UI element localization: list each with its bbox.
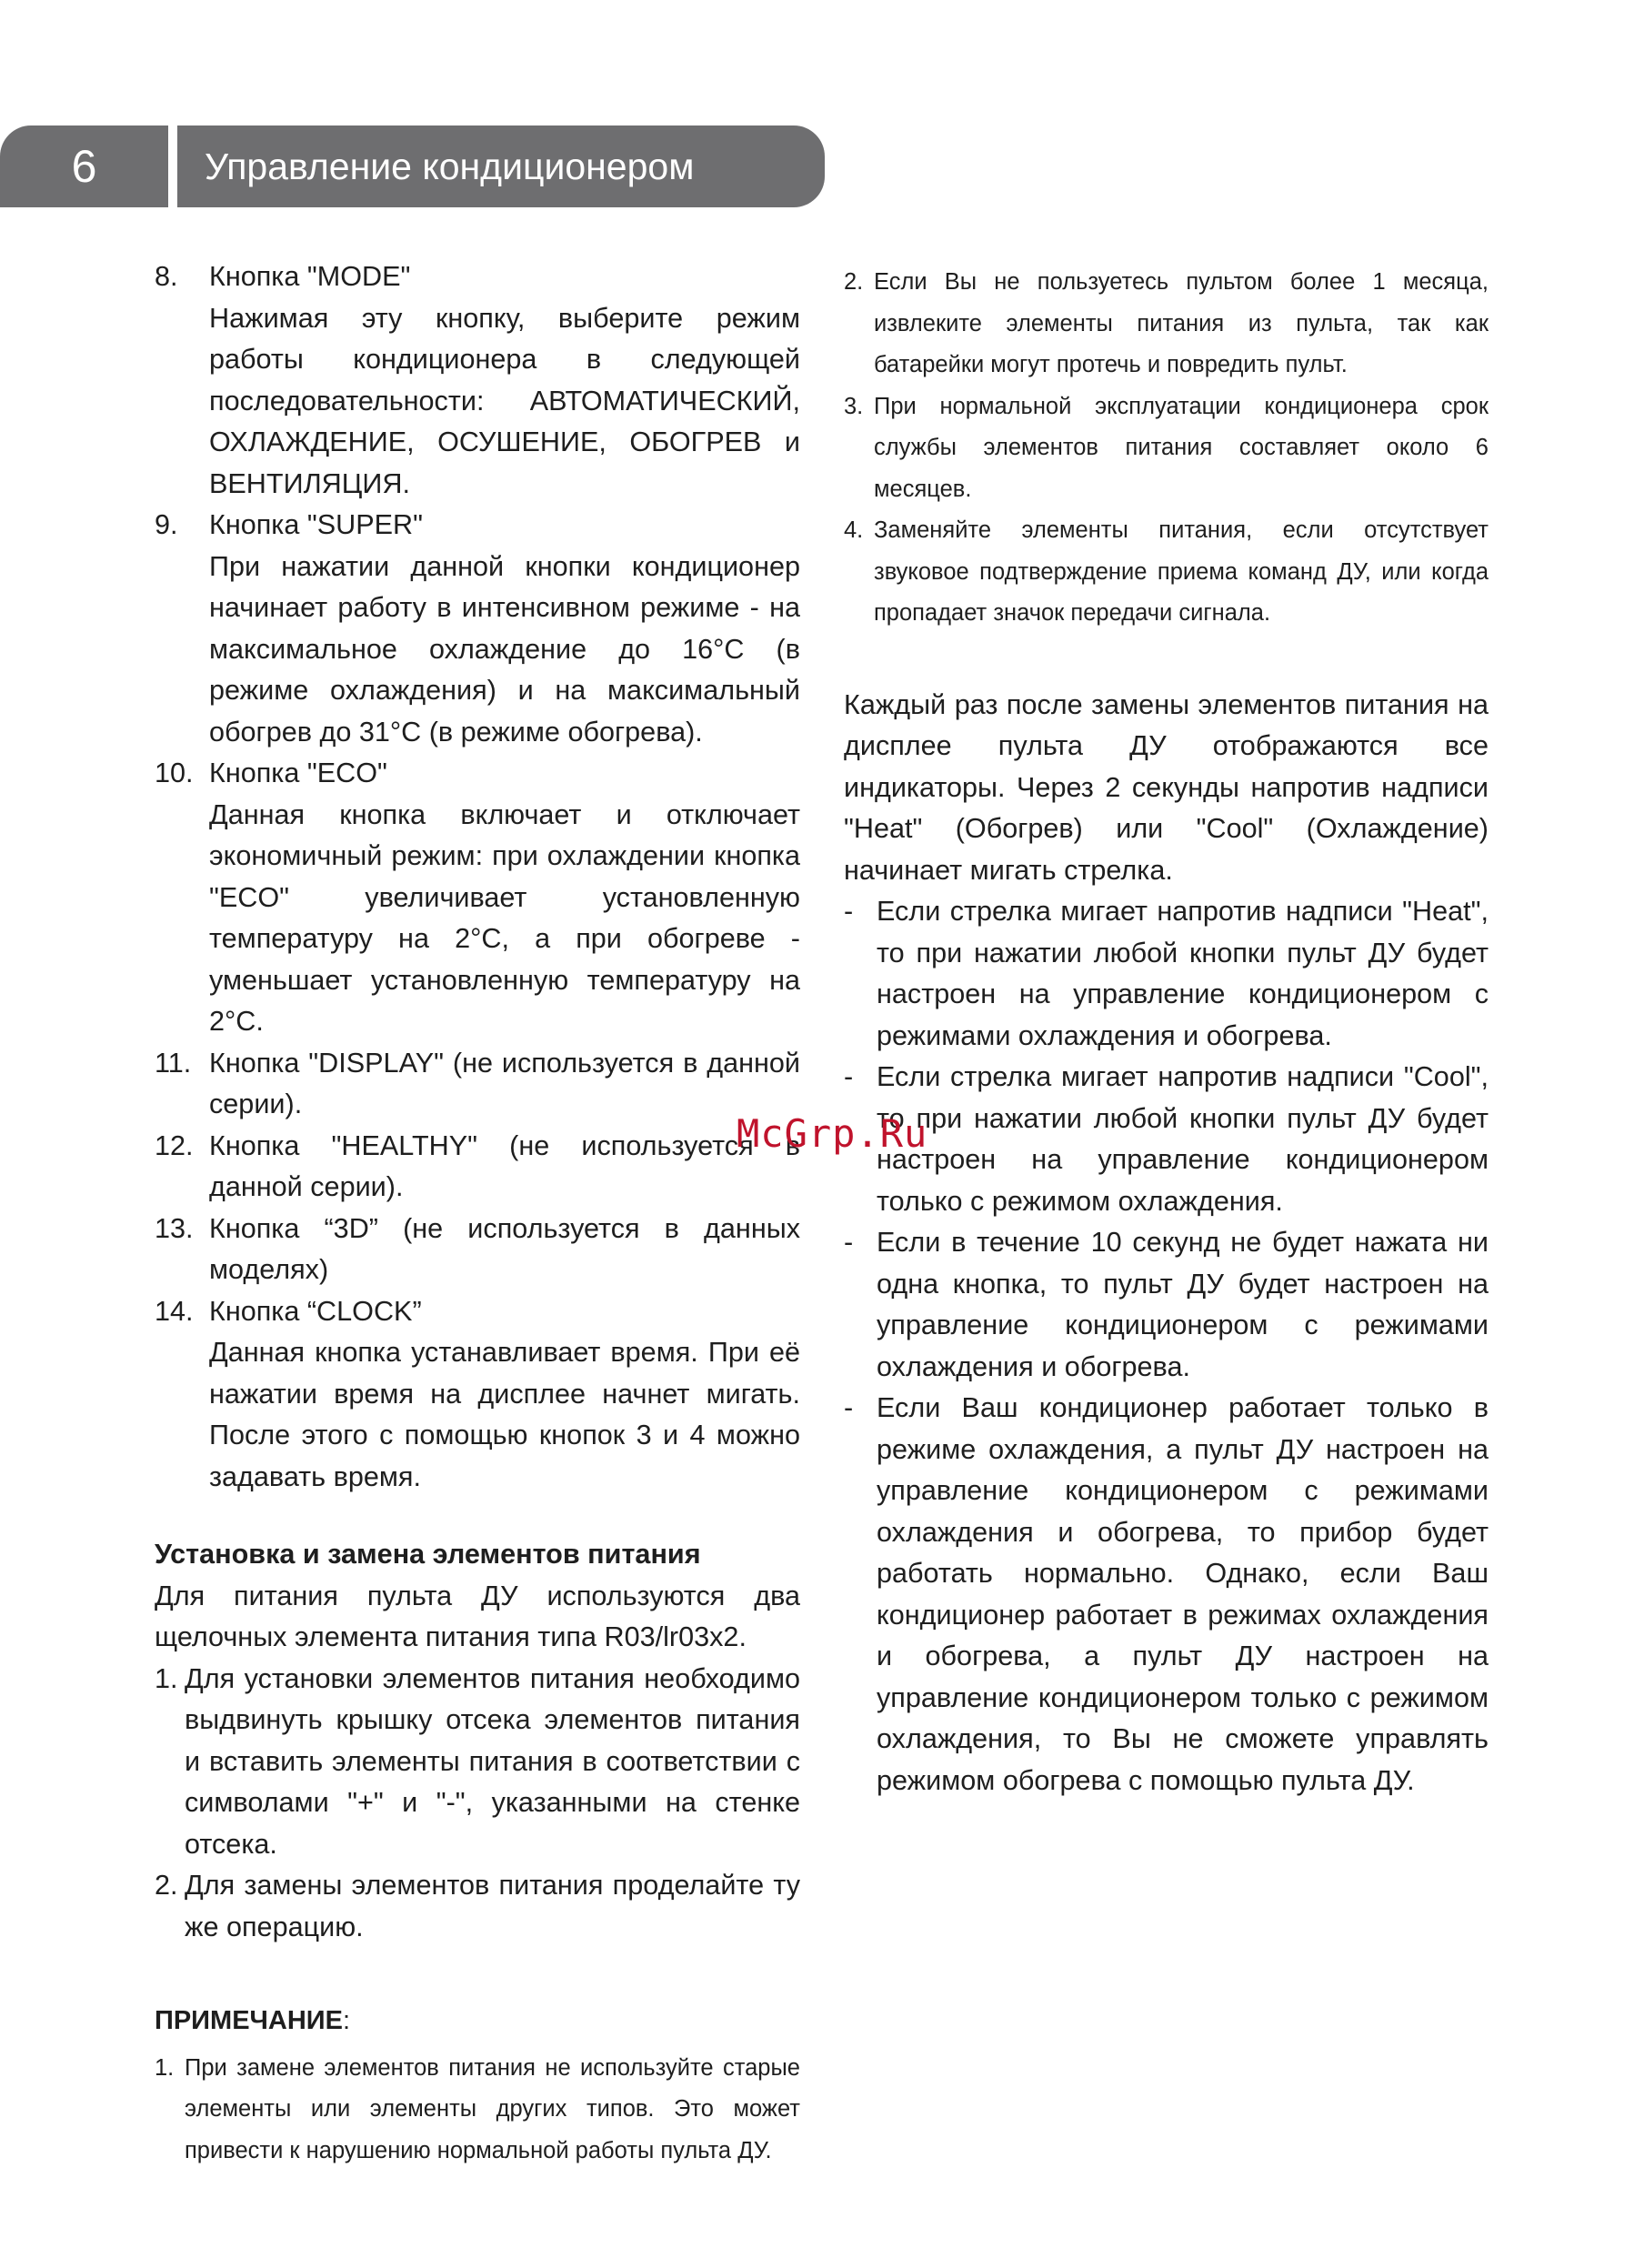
- item-title: Кнопка “3D” (не используется в данных моделях): [209, 1212, 800, 1285]
- section-header: [0, 125, 825, 207]
- list-item: [155, 1126, 800, 1209]
- item-number: 2.: [155, 1870, 178, 1901]
- item-number: 3.: [844, 393, 864, 419]
- item-text: При нажатии данной кнопки кондиционер начинает работу в интенсивном режиме - на максимальное охлаждение до 16°C (в режиме охлаждения) и на максимальный обогрев до 31°C (в режиме обогрева).: [209, 550, 800, 748]
- section-number: 6: [0, 125, 168, 207]
- bullet-mark: -: [844, 1061, 854, 1092]
- item-text: Если стрелка мигает напротив надписи "Cool", то при нажатии любой кнопки пульт ДУ будет настроен на управление кондиционером только с режимом охлаждения.: [877, 1061, 1489, 1217]
- note-colon: :: [342, 2006, 351, 2035]
- list-item: [155, 1865, 800, 1948]
- list-item: [155, 753, 800, 1043]
- bullet-mark: -: [844, 896, 854, 927]
- item-text: Если стрелка мигает напротив надписи "Heat", то при нажатии любой кнопки пульт ДУ будет настроен на управление кондиционером с режимами охлаждения и обогрева.: [877, 896, 1489, 1051]
- battery-section-title: Установка и замена элементов питания: [155, 1539, 701, 1570]
- item-text: Если Ваш кондиционер работает только в режиме охлаждения, а пульт ДУ настроен на управление кондиционером с режимами охлаждения и обогрева, то прибор будет работать нормально. Однако, если Ваш кондиционер работает в режимах охлаждения и обогрева, а пульт ДУ настроен на управление кондиционером только с режимом охлаждения, то Вы не сможете управлять режимом обогрева с помощью пульта ДУ.: [877, 1392, 1489, 1796]
- bullet-mark: -: [844, 1392, 854, 1423]
- item-number: 10.: [155, 758, 194, 788]
- battery-intro: Для питания пульта ДУ используются два щелочных элемента питания типа R03/lr03x2.: [155, 1580, 800, 1652]
- list-item: [844, 1388, 1489, 1801]
- note-title-text: ПРИМЕЧАНИЕ: [155, 2006, 343, 2035]
- item-title: Кнопка "MODE": [209, 261, 411, 292]
- item-text: Если в течение 10 секунд не будет нажата ни одна кнопка, то пульт ДУ будет настроен на управление кондиционером с режимами охлаждения и обогрева.: [877, 1227, 1489, 1382]
- item-title: Кнопка "ECO": [209, 758, 387, 788]
- item-number: 11.: [155, 1047, 192, 1079]
- item-number: 14.: [155, 1295, 194, 1327]
- paragraph-text: Каждый раз после замены элементов питания на дисплее пульта ДУ отображаются все индикаторы. Через 2 секунды напротив надписи "Heat" (Обогрев) или "Cool" (Охлаждение) начинает мигать стрелка.: [844, 688, 1489, 886]
- item-title: Кнопка “CLOCK”: [209, 1295, 422, 1327]
- item-text: Если Вы не пользуетесь пультом более 1 месяца, извлеките элементы питания из пульта, так как батарейки могут протечь и повредить пульт.: [874, 269, 1489, 377]
- item-number: 4.: [844, 517, 864, 543]
- item-number: 1.: [155, 1662, 178, 1694]
- list-item: [844, 1057, 1489, 1222]
- item-text: При нормальной эксплуатации кондиционера срок службы элементов питания составляет около 6 месяцев.: [874, 393, 1489, 502]
- item-text: Нажимая эту кнопку, выберите режим работы кондиционера в следующей последовательности: АВТОМАТИЧЕСКИЙ, ОХЛАЖДЕНИЕ, ОСУШЕНИЕ, ОБОГРЕВ и ВЕНТИЛЯЦИЯ.: [209, 302, 800, 499]
- list-item: [155, 2048, 800, 2173]
- item-text: Данная кнопка устанавливает время. При её нажатии время на дисплее начнет мигать. После этого с помощью кнопок 3 и 4 можно задавать время.: [209, 1337, 800, 1492]
- item-number: 13.: [155, 1212, 194, 1244]
- list-item: [155, 505, 800, 753]
- item-text: При замене элементов питания не используйте старые элементы или элементы других типов. Это может привести к нарушению нормальной работы пульта ДУ.: [185, 2054, 800, 2163]
- list-item: [844, 891, 1489, 1057]
- note-title: [155, 2001, 800, 2042]
- item-number: 1.: [155, 2054, 175, 2081]
- item-text: Заменяйте элементы питания, если отсутствует звуковое подтверждение приема команд ДУ, или когда пропадает значок передачи сигнала.: [874, 517, 1489, 626]
- list-item: [155, 1043, 800, 1126]
- item-text: Данная кнопка включает и отключает экономичный режим: при охлаждении кнопка "ECO" увеличивает установленную температуру на 2°C, а при обогреве - уменьшает установленную температуру на 2°C.: [209, 798, 800, 1037]
- right-column: [844, 262, 1489, 1801]
- list-item: [155, 1291, 800, 1499]
- list-item: [844, 262, 1489, 386]
- list-item: [155, 1659, 800, 1866]
- item-title: Кнопка "HEALTHY" (не используется в данной серии).: [209, 1129, 800, 1202]
- bullet-mark: -: [844, 1227, 854, 1258]
- item-title: Кнопка "DISPLAY" (не используется в данной серии).: [209, 1047, 800, 1119]
- watermark: McGrp.Ru: [737, 1111, 928, 1156]
- list-item: [844, 510, 1489, 635]
- list-item: [844, 1222, 1489, 1388]
- list-item: [155, 256, 800, 505]
- item-text: Для установки элементов питания необходимо выдвинуть крышку отсека элементов питания и вставить элементы питания в соответствии с символами "+" и "-", указанными на стенке отсека.: [185, 1662, 800, 1860]
- item-number: 2.: [844, 269, 864, 295]
- item-title: Кнопка "SUPER": [209, 509, 423, 540]
- remote-paragraph: [844, 685, 1489, 1802]
- left-column: [155, 256, 800, 2172]
- section-title: Управление кондиционером: [177, 125, 825, 207]
- item-number: 8.: [155, 261, 178, 292]
- item-number: 9.: [155, 509, 178, 540]
- list-item: [155, 1209, 800, 1291]
- item-text: Для замены элементов питания проделайте ту же операцию.: [185, 1870, 800, 1942]
- list-item: [844, 386, 1489, 511]
- item-number: 12.: [155, 1129, 194, 1161]
